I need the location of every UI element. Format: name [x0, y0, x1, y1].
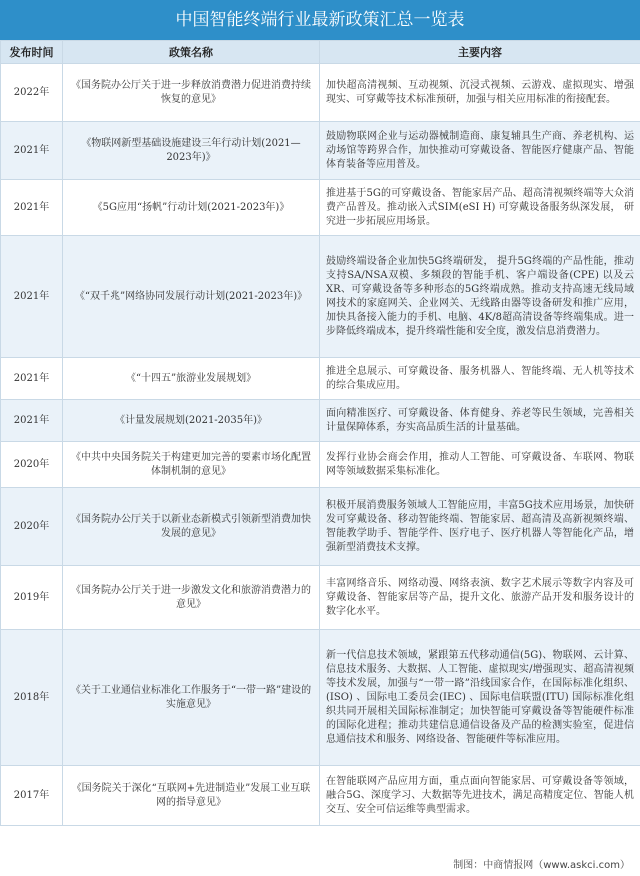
- table-row: [1, 236, 640, 358]
- row-year: 2018年: [1, 630, 63, 766]
- table-row: [1, 566, 640, 630]
- row-policy-name: 《国务院办公厅关于进一步释放消费潜力促进消费持续恢复的意见》: [63, 64, 320, 122]
- row-year: 2020年: [1, 488, 63, 566]
- row-policy-name: 《“双千兆”网络协同发展行动计划(2021-2023年)》: [63, 236, 320, 358]
- row-policy-name: 《5G应用“扬帆”行动计划(2021-2023年)》: [63, 180, 320, 236]
- source-credit: 制图：中商情报网（www.askci.com）: [453, 860, 630, 871]
- row-year: 2022年: [1, 64, 63, 122]
- header-row: [1, 41, 640, 64]
- table-row: [1, 122, 640, 180]
- header-date: 发布时间: [1, 41, 63, 64]
- row-content: 鼓励物联网企业与运动器械制造商、康复辅具生产商、养老机构、运动场馆等跨界合作，加快推动可穿戴设备、智能医疗健康产品、智能体育装备等应用普及。: [320, 122, 640, 180]
- policy-table: [0, 40, 640, 826]
- row-content: 积极开展消费服务领域人工智能应用，丰富5G技术应用场景，加快研发可穿戴设备、移动智能终端、智能家居、超高清及高新视频终端、智能教学助手、智能学件、医疗电子、医疗机器人等智能化产品，增强新型消费技术支撑。: [320, 488, 640, 566]
- table-row: [1, 180, 640, 236]
- row-year: 2021年: [1, 358, 63, 400]
- header-name: 政策名称: [63, 41, 320, 64]
- row-year: 2021年: [1, 400, 63, 442]
- row-policy-name: 《中共中央国务院关于构建更加完善的要素市场化配置体制机制的意见》: [63, 442, 320, 488]
- row-policy-name: 《国务院关于深化“互联网+先进制造业”发展工业互联网的指导意见》: [63, 766, 320, 826]
- row-policy-name: 《物联网新型基础设施建设三年行动计划(2021—2023年)》: [63, 122, 320, 180]
- table-row: [1, 358, 640, 400]
- row-policy-name: 《国务院办公厅关于进一步激发文化和旅游消费潜力的意见》: [63, 566, 320, 630]
- table-row: [1, 400, 640, 442]
- row-year: 2017年: [1, 766, 63, 826]
- row-year: 2021年: [1, 122, 63, 180]
- table-row: [1, 766, 640, 826]
- table-row: [1, 488, 640, 566]
- row-content: 新一代信息技术领域，紧跟第五代移动通信(5G)、物联网、云计算、信息技术服务、大数据、人工智能、虚拟现实/增强现实、超高清视频等技术发展，加强与“一带一路”沿线国家合作，在国际标准化组织、(ISO) 、国际电工委员会(IEC) 、国际电信联盟(ITU) 国际标准化组织共同开展相关国际标准制定；加快智能可穿戴设备等智能硬件标准的国际化进程；推动共建信息通信设备及产品的检测实验室，促进信息通信技术和服务、网络设备、智能硬件等标准应用。: [320, 630, 640, 766]
- row-content: 推进全息展示、可穿戴设备、服务机器人、智能终端、无人机等技术的综合集成应用。: [320, 358, 640, 400]
- row-policy-name: 《计量发展规划(2021-2035年)》: [63, 400, 320, 442]
- table-title: 中国智能终端行业最新政策汇总一览表: [0, 0, 640, 40]
- row-policy-name: 《国务院办公厅关于以新业态新模式引领新型消费加快发展的意见》: [63, 488, 320, 566]
- row-content: 鼓励终端设备企业加快5G终端研发， 提升5G终端的产品性能，推动支持SA/NSA双模、多频段的智能手机、客户端设备(CPE) 以及云XR、可穿戴设备等多种形态的5G终端成熟。推动支持高速无线局域网技术的家庭网关、企业网关、无线路由器等设备研发和推广应用，加快具备接入能力的手机、电脑、4K/8超高清设备等终端集成。进一步降低终端成本，提升终端性能和安全度，激发信息消费潜力。: [320, 236, 640, 358]
- row-policy-name: 《关于工业通信业标准化工作服务于“一带一路”建设的实施意见》: [63, 630, 320, 766]
- row-content: 面向精准医疗、可穿戴设备、体育健身、养老等民生领域，完善相关计量保障体系，夯实高品质生活的计量基础。: [320, 400, 640, 442]
- row-content: 发挥行业协会商会作用，推动人工智能、可穿戴设备、车联网、物联网等领域数据采集标准化。: [320, 442, 640, 488]
- row-year: 2021年: [1, 236, 63, 358]
- row-year: 2019年: [1, 566, 63, 630]
- row-content: 丰富网络音乐、网络动漫、网络表演、数字艺术展示等数字内容及可穿戴设备、智能家居等产品，提升文化、旅游产品开发和服务设计的数字化水平。: [320, 566, 640, 630]
- row-content: 在智能联网产品应用方面，重点面向智能家居、可穿戴设备等领域，融合5G、深度学习、大数据等先进技术，满足高精度定位、智能人机交互、安全可信运维等典型需求。: [320, 766, 640, 826]
- row-year: 2021年: [1, 180, 63, 236]
- table-row: [1, 630, 640, 766]
- row-content: 加快超高清视频、互动视频、沉浸式视频、云游戏、虚拟现实、增强现实、可穿戴等技术标准预研，加强与相关应用标准的衔接配套。: [320, 64, 640, 122]
- header-content: 主要内容: [320, 41, 640, 64]
- table-row: [1, 64, 640, 122]
- table-row: [1, 442, 640, 488]
- row-year: 2020年: [1, 442, 63, 488]
- row-policy-name: 《“十四五”旅游业发展规划》: [63, 358, 320, 400]
- row-content: 推进基于5G的可穿戴设备、智能家居产品、超高清视频终端等大众消费产品普及。推动嵌入式SIM(eSI H) 可穿戴设备服务纵深发展， 研究进一步拓展应用场景。: [320, 180, 640, 236]
